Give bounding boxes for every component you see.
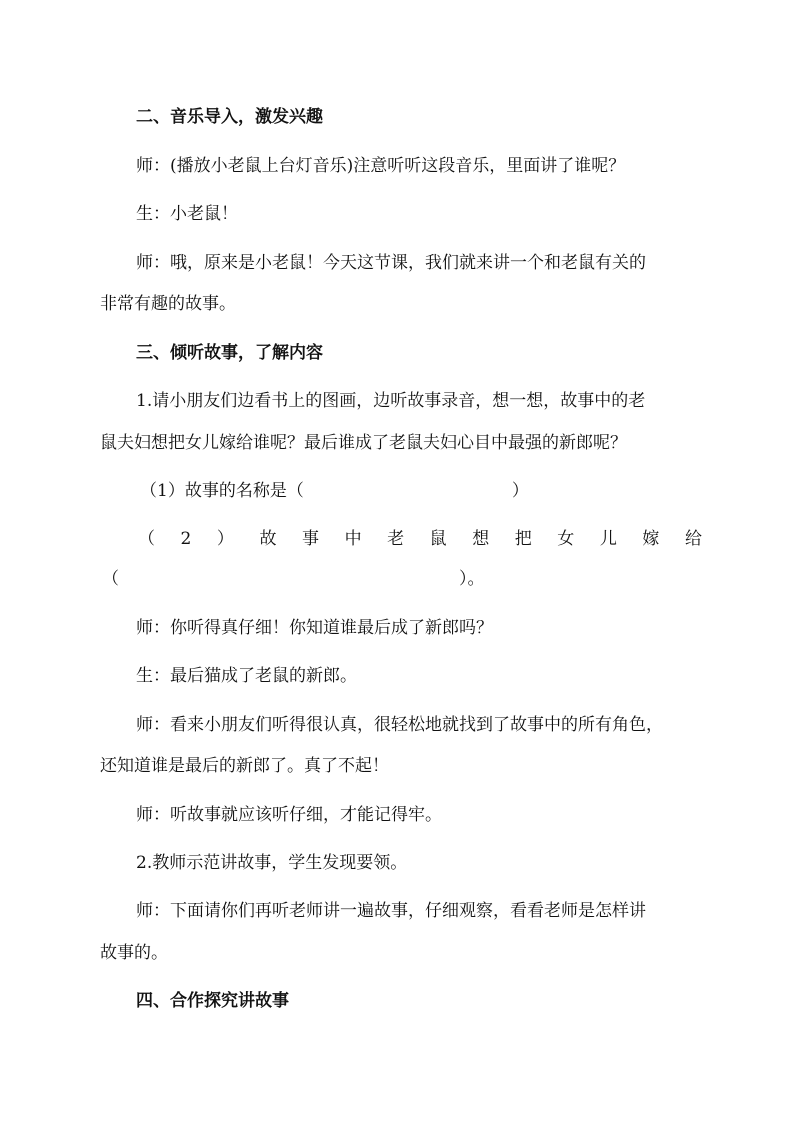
q2-char: 2 bbox=[180, 529, 192, 549]
q2-char: （ bbox=[138, 529, 155, 549]
question-1-prefix: （1）故事的名称是（ bbox=[140, 481, 304, 501]
instruction-2: 2.教师示范讲故事，学生发现要领。 bbox=[136, 853, 408, 873]
dialogue-line-student-2: 生：最后猫成了老鼠的新郎。 bbox=[136, 666, 357, 686]
question-1 bbox=[140, 480, 794, 502]
dialogue-line-teacher-6b: 故事的。 bbox=[100, 943, 168, 963]
dialogue-line-teacher-4a: 师：看来小朋友们听得很认真，很轻松地就找到了故事中的所有角色， bbox=[136, 715, 663, 735]
section-heading-2: 二、音乐导入，激发兴趣 bbox=[136, 107, 323, 127]
q2-char: 故 bbox=[259, 529, 277, 549]
dialogue-line-teacher-1: 师：(播放小老鼠上台灯音乐)注意听听这段音乐，里面讲了谁呢？ bbox=[136, 156, 626, 176]
q2-char: 把 bbox=[514, 529, 532, 549]
question-2-line-a bbox=[138, 528, 702, 550]
section-heading-3: 三、倾听故事，了解内容 bbox=[136, 343, 323, 363]
q2-char: 嫁 bbox=[642, 529, 660, 549]
question-2-open: （ bbox=[102, 569, 119, 589]
dialogue-line-teacher-2b: 非常有趣的故事。 bbox=[100, 294, 236, 314]
q2-char: 鼠 bbox=[429, 529, 447, 549]
question-1-suffix: ） bbox=[511, 481, 529, 501]
dialogue-line-teacher-4b: 还知道谁是最后的新郎了。真了不起！ bbox=[100, 756, 389, 776]
question-2-line-b bbox=[102, 568, 794, 590]
q2-char: ） bbox=[216, 529, 234, 549]
dialogue-line-student-1: 生：小老鼠！ bbox=[136, 204, 238, 224]
dialogue-line-teacher-3: 师：你听得真仔细！你知道谁最后成了新郎吗？ bbox=[136, 618, 493, 638]
q2-char: 想 bbox=[472, 529, 490, 549]
instruction-1a: 1.请小朋友们边看书上的图画，边听故事录音，想一想，故事中的老 bbox=[136, 391, 646, 411]
dialogue-line-teacher-5: 师：听故事就应该听仔细，才能记得牢。 bbox=[136, 805, 442, 825]
question-2-close: ）。 bbox=[459, 569, 485, 589]
section-heading-4: 四、合作探究讲故事 bbox=[136, 991, 289, 1011]
q2-char: 女 bbox=[557, 529, 575, 549]
instruction-1b: 鼠夫妇想把女儿嫁给谁呢？最后谁成了老鼠夫妇心目中最强的新郎呢？ bbox=[100, 433, 627, 453]
q2-char: 事 bbox=[302, 529, 320, 549]
q2-char: 儿 bbox=[599, 529, 617, 549]
dialogue-line-teacher-2a: 师：哦，原来是小老鼠！今天这节课，我们就来讲一个和老鼠有关的 bbox=[136, 253, 646, 273]
q2-char: 中 bbox=[344, 529, 362, 549]
q2-char: 给 bbox=[684, 529, 702, 549]
dialogue-line-teacher-6a: 师：下面请你们再听老师讲一遍故事，仔细观察，看看老师是怎样讲 bbox=[136, 901, 646, 921]
q2-char: 老 bbox=[387, 529, 405, 549]
